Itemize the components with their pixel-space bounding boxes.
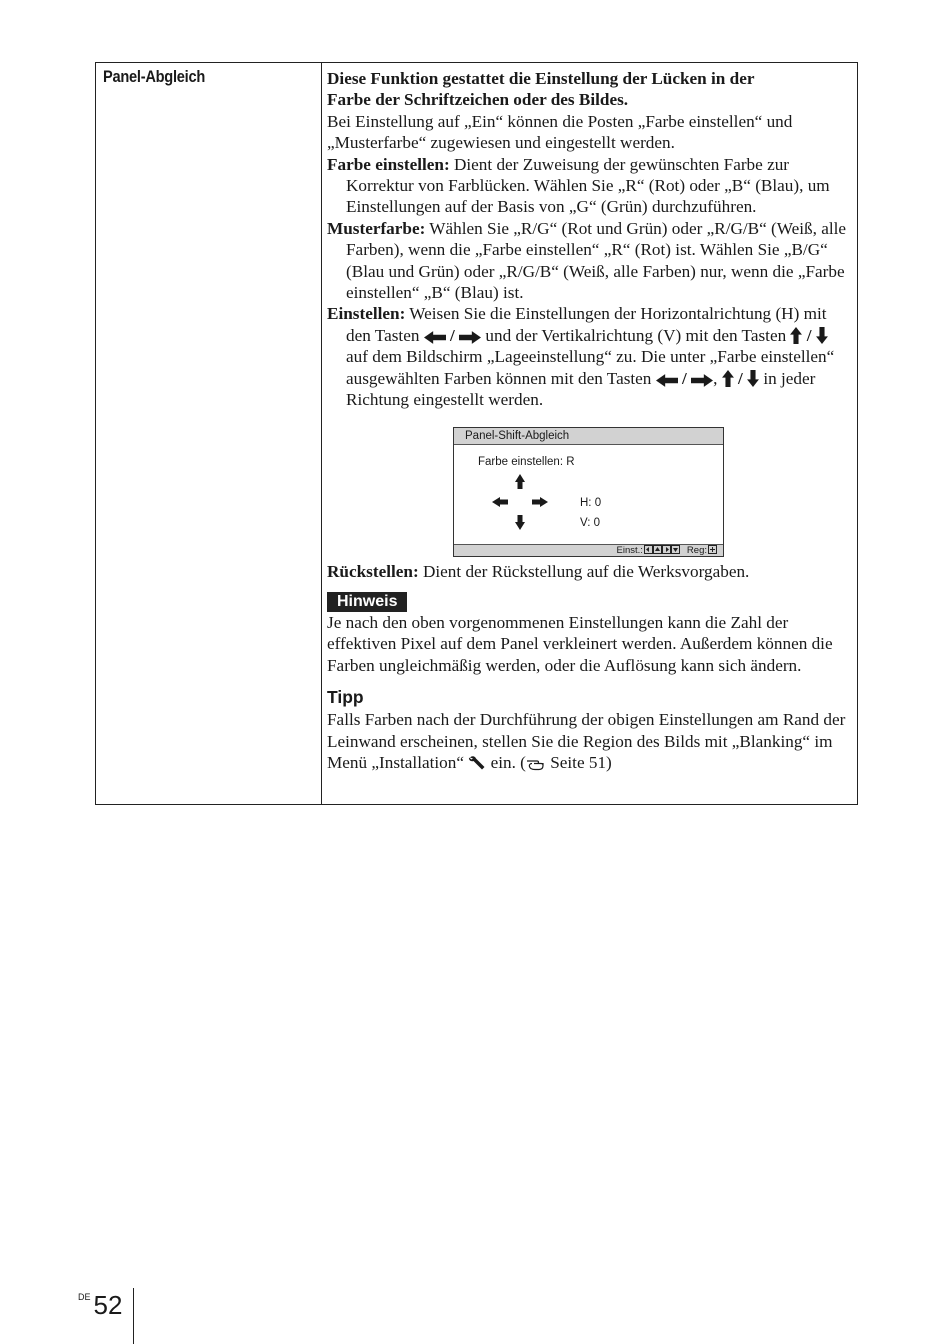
- intro-heading: Diese Funktion gestattet die Einstellung der Lücken in der Farbe der Schriftzeichen oder des Bildes.: [327, 69, 755, 110]
- farbe-einstellen-item: Farbe einstellen: Dient der Zuweisung der gewünschten Farbe zur Korrektur von Farblücken. Wählen Sie „R“ (Rot) oder „B“ (Blau), um Einstellungen auf der Basis von „G“ (Grün) durchzuführen.: [327, 154, 830, 217]
- direction-arrows-icon: [492, 474, 552, 530]
- row-description: [327, 68, 852, 773]
- row-label: Panel-Abgleich: [103, 67, 206, 86]
- key-arrows-icon: [644, 545, 680, 554]
- arrow-right-icon: [459, 331, 481, 344]
- hinweis-text: Je nach den oben vorgenommenen Einstellungen kann die Zahl der effektiven Pixel auf dem Panel verkleinert werden. Außerdem können die Farben ungleichmäßig werden, oder die Auflösung kann sich ändern.: [327, 612, 833, 675]
- tipp-heading: Tipp: [327, 687, 364, 708]
- arrow-up-icon: [515, 474, 525, 489]
- footer-einst-label: Einst.:: [616, 544, 643, 556]
- musterfarbe-item: Musterfarbe: Wählen Sie „R/G“ (Rot und Grün) oder „R/G/B“ (Weiß, alle Farben), wenn die „Farbe einstellen“ „R“ (Rot) ist. Wählen Sie „B/G“ (Blau und Grün) oder „R/G/B“ (Weiß, alle Farben) nur, wenn die „Farbe einstellen“ „B“ (Blau) ist.: [327, 218, 847, 303]
- tipp-text: Falls Farben nach der Durchführung der obigen Einstellungen am Rand der Leinwand erscheinen, stellen Sie die Region des Bilds mit „Blanking“ im Menü „Installation“ ein. ( Seite 51): [327, 710, 846, 772]
- page-divider: [133, 1288, 134, 1344]
- column-divider: [321, 63, 322, 804]
- einstellen-item: Einstellen: Weisen Sie die Einstellungen der Horizontalrichtung (H) mit den Tasten / und der Vertikalrichtung (V) mit den Tasten / auf dem Bildschirm „Lageeinstellung“ zu. Die unter „Farbe einstellen“ ausgewählten Farben können mit den Tasten / , / in jeder Richtung eingestellt werden.: [327, 304, 835, 410]
- intro-text: Bei Einstellung auf „Ein“ können die Posten „Farbe einstellen“ und „Musterfarbe“ zugewiesen und eingestellt werden.: [327, 111, 793, 153]
- screen-footer: [454, 544, 723, 556]
- screen-title: Panel-Shift-Abgleich: [454, 428, 723, 445]
- arrow-down-icon: [515, 515, 525, 530]
- settings-table: [95, 62, 858, 805]
- ruckstellen-item: Rückstellen: Dient der Rückstellung auf die Werksvorgaben.: [327, 561, 750, 581]
- screen-farbe-line: Farbe einstellen: R: [478, 455, 575, 468]
- panel-shift-screen-figure: [453, 427, 724, 557]
- page-number-value: 52: [93, 1290, 123, 1320]
- screen-h-value: H: 0: [580, 496, 602, 509]
- hinweis-badge: Hinweis: [327, 592, 407, 612]
- arrow-down-icon: [816, 327, 828, 344]
- arrow-left-icon: [656, 374, 678, 387]
- wrench-icon: [468, 755, 486, 771]
- page-number: [78, 1283, 122, 1319]
- arrow-right-icon: [691, 374, 713, 387]
- page-lang: DE: [78, 1292, 91, 1302]
- arrow-right-icon: [532, 497, 548, 507]
- screen-v-value: V: 0: [580, 516, 601, 529]
- arrow-up-icon: [790, 327, 802, 344]
- footer-reg-label: Reg:: [686, 544, 707, 556]
- arrow-up-icon: [722, 370, 734, 387]
- arrow-left-icon: [424, 331, 446, 344]
- arrow-down-icon: [747, 370, 759, 387]
- enter-key-icon: [708, 545, 717, 554]
- arrow-left-icon: [492, 497, 508, 507]
- pointing-hand-icon: [526, 756, 546, 771]
